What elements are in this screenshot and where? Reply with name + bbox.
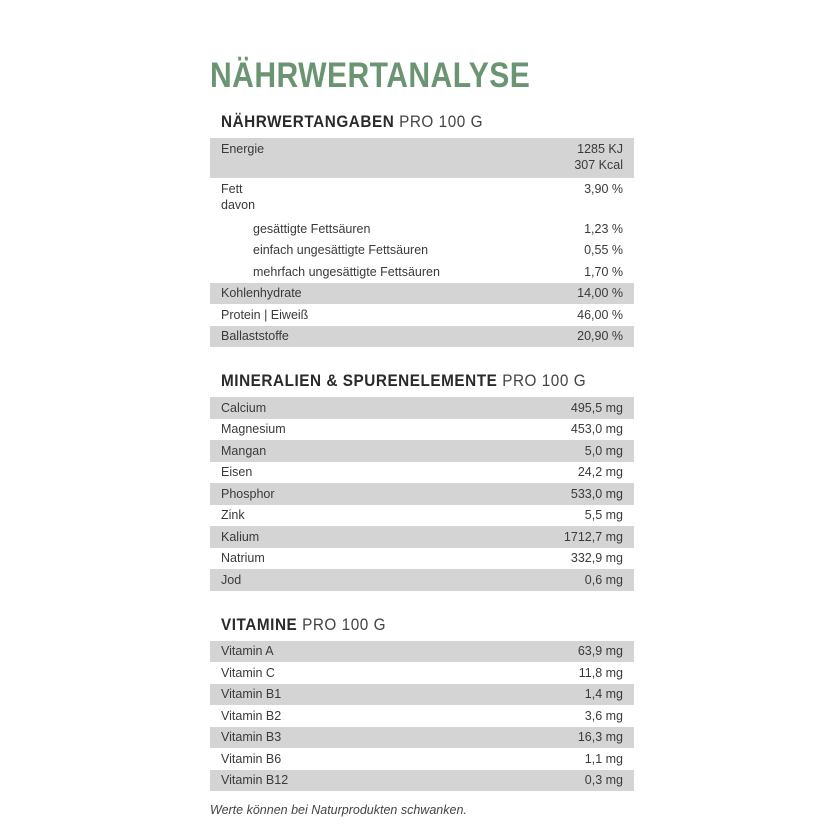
row-label: Vitamin B6 [221,751,282,766]
row-value: 0,6 mg [429,569,634,591]
table-row [210,526,634,548]
row-label: einfach ungesättigte Fettsäuren [253,243,429,258]
table-row [210,462,634,484]
vitamins-table [210,641,634,792]
row-label: Jod [210,569,429,591]
row-value: 332,9 mg [570,551,623,566]
page-title: NÄHRWERTANALYSE [210,56,531,95]
row-label: Zink [221,508,245,523]
row-value: 5,0 mg [429,440,634,462]
row-label: Natrium [221,551,265,566]
row-label: Vitamin C [221,665,275,680]
row-value: 16,3 mg [452,727,634,749]
row-value: 24,2 mg [577,465,623,480]
row-value: 1,23 % [584,221,623,236]
row-value: 20,90 % [538,326,634,348]
footnote: Werte können bei Naturprodukten schwanken. [210,803,467,817]
section-heading-unit: PRO 100 G [302,614,387,634]
row-value: 495,5 mg [429,397,634,419]
nutrition-table [210,138,634,347]
row-value: 453,0 mg [570,422,623,437]
section-naehrwertangaben [210,110,634,347]
section-vitamine [210,613,634,792]
section-heading [221,613,593,637]
row-label: Vitamin A [210,641,452,663]
row-value-kj: 1285 KJ [577,142,623,156]
section-heading [221,369,593,393]
table-row [210,261,634,283]
table-row [210,569,634,591]
row-value: 46,00 % [577,307,623,322]
row-value: 533,0 mg [429,483,634,505]
section-heading-unit: PRO 100 G [502,371,587,390]
row-value [538,138,634,178]
table-row [210,304,634,326]
table-row [210,419,634,441]
row-value: 1712,7 mg [429,526,634,548]
table-row [210,641,634,663]
row-value: 1,70 % [584,264,623,279]
row-value: 0,55 % [584,243,623,258]
section-heading-bold: NÄHRWERTANGABEN [221,112,395,131]
row-label: Vitamin B1 [210,684,452,706]
row-label: Vitamin B3 [210,727,452,749]
table-row [210,662,634,684]
row-label-fett: Fett [221,182,243,196]
row-value: 1,4 mg [452,684,634,706]
minerals-table [210,397,634,591]
row-label: Magnesium [221,422,286,437]
table-row [210,727,634,749]
nutrition-sheet [210,54,634,817]
row-value: 0,3 mg [452,770,634,792]
table-row [210,138,634,178]
section-heading [221,110,593,134]
row-value: 1,1 mg [584,751,623,766]
row-label: Protein | Eiweiß [221,307,309,322]
row-label: Vitamin B12 [210,770,452,792]
section-heading-bold: MINERALIEN & SPURENELEMENTE [221,371,498,390]
table-row [210,326,634,348]
table-row [210,397,634,419]
table-row [210,684,634,706]
table-row [210,283,634,305]
row-label: Calcium [210,397,429,419]
row-value: 63,9 mg [452,641,634,663]
row-label: Ballaststoffe [210,326,538,348]
row-label: Kohlenhydrate [210,283,538,305]
row-label: Mangan [210,440,429,462]
row-value-kcal: 307 Kcal [574,158,623,172]
table-row [210,505,634,527]
section-heading-unit: PRO 100 G [399,112,484,131]
row-label [210,178,538,218]
row-value: 14,00 % [538,283,634,305]
table-row [210,748,634,770]
row-label-davon: davon [221,198,256,212]
row-label: gesättigte Fettsäuren [253,221,371,236]
row-value: 3,6 mg [584,708,623,723]
row-label: Kalium [210,526,429,548]
row-label: Energie [210,138,538,178]
table-row [210,240,634,262]
table-row [210,483,634,505]
row-label: mehrfach ungesättigte Fettsäuren [253,264,440,279]
row-label: Eisen [221,465,253,480]
section-mineralien [210,369,634,591]
row-label: Vitamin B2 [221,708,282,723]
row-value: 3,90 % [584,182,623,196]
table-row [210,770,634,792]
table-row [210,178,634,218]
row-value: 11,8 mg [578,665,623,680]
table-row [210,548,634,570]
table-row [210,705,634,727]
table-row [210,440,634,462]
row-label: Phosphor [210,483,429,505]
section-heading-bold: VITAMINE [221,614,298,634]
row-value: 5,5 mg [584,508,623,523]
table-row [210,218,634,240]
